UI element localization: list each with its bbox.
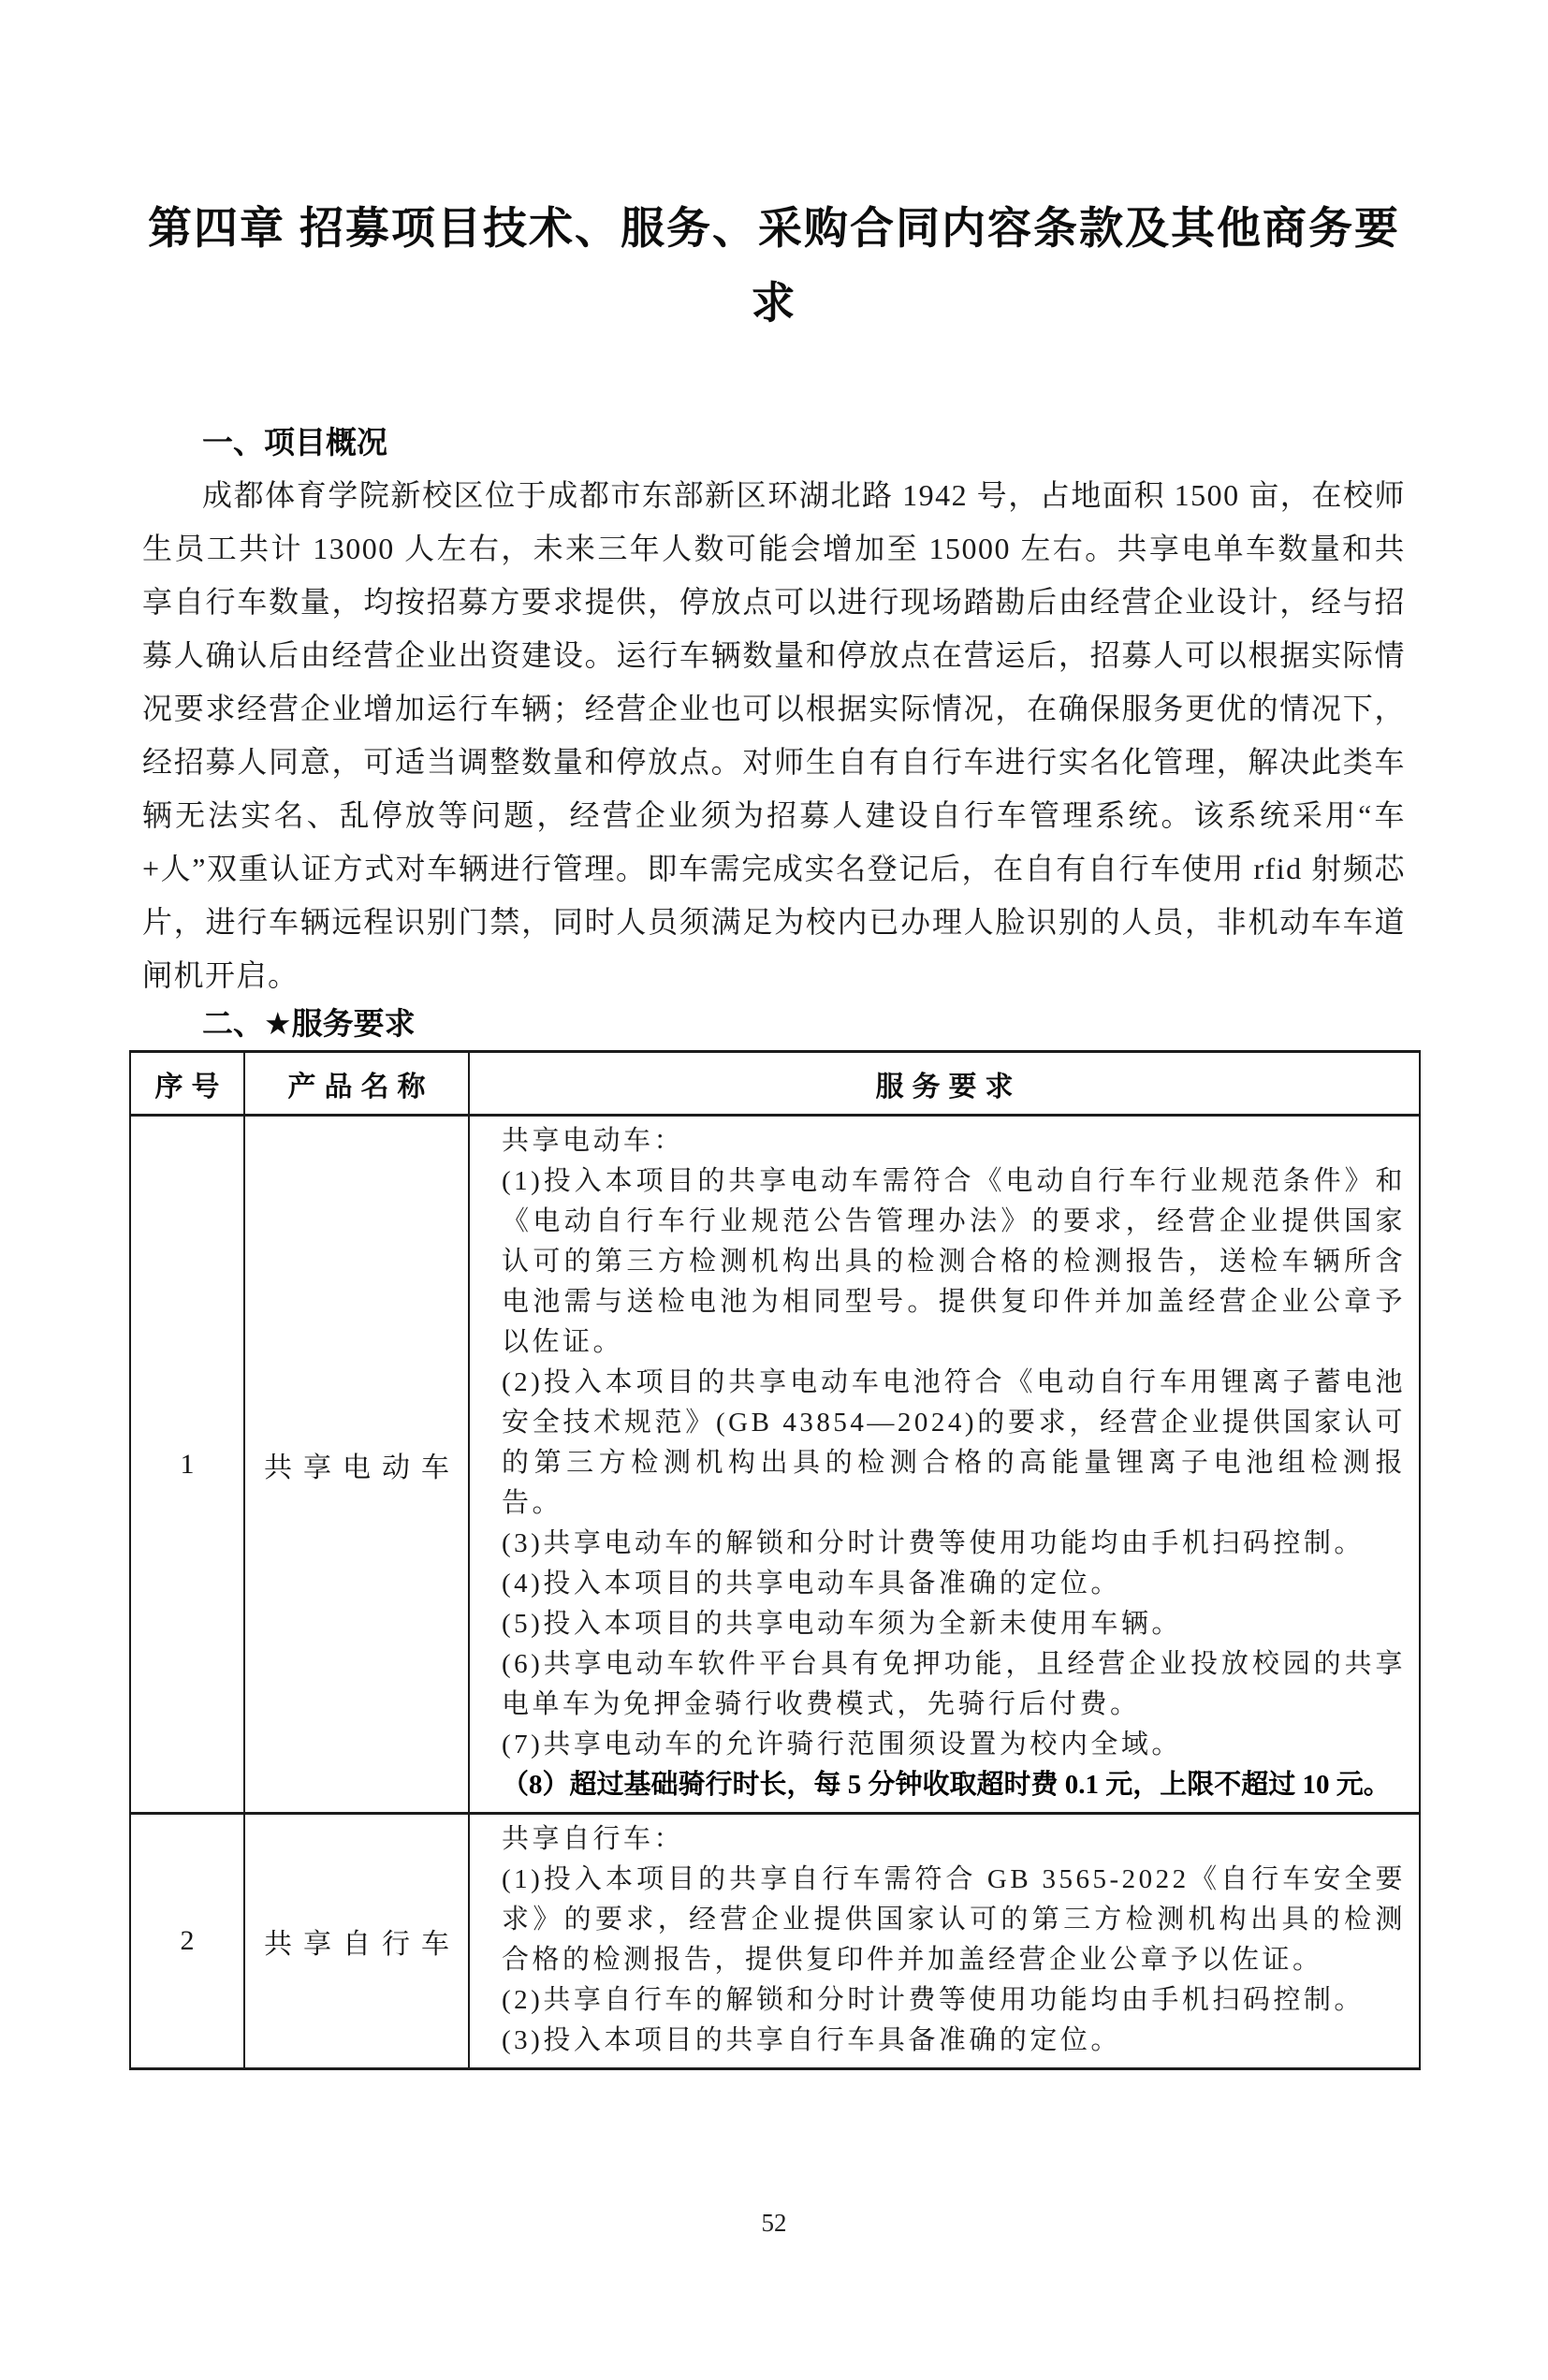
requirement-item: (3)共享电动车的解锁和分时计费等使用功能均由手机扫码控制。	[502, 1528, 1365, 1558]
chapter-title	[142, 191, 1406, 341]
requirement-item: (7)共享电动车的允许骑行范围须设置为校内全域。	[502, 1730, 1182, 1759]
column-header-product: 产品名称	[244, 1052, 469, 1116]
service-requirements-heading: 二、★服务要求	[202, 1006, 416, 1041]
column-header-requirement: 服务要求	[469, 1052, 1420, 1116]
column-header-no: 序号	[130, 1052, 244, 1116]
requirement-item: (2)共享自行车的解锁和分时计费等使用功能均由手机扫码控制。	[502, 1985, 1365, 2015]
requirement-item: (1)投入本项目的共享自行车需符合 GB 3565-2022《自行车安全要求》的要求，经营企业提供国家认可的第三方检测机构出具的检测合格的检测报告，提供复印件并加盖经营企业公章予以佐证。	[502, 1864, 1406, 1975]
product-name-cell: 共享电动车	[244, 1116, 469, 1814]
requirement-item: (6)共享电动车软件平台具有免押功能，且经营企业投放校园的共享电单车为免押金骑行收费模式，先骑行后付费。	[502, 1649, 1406, 1719]
service-requirements-table	[129, 1050, 1421, 2070]
requirement-cell	[469, 1814, 1420, 2069]
requirement-item: (2)投入本项目的共享电动车电池符合《电动自行车用锂离子蓄电池安全技术规范》(GB 43854—2024)的要求，经营企业提供国家认可的第三方检测机构出具的检测合格的高能量锂离子电池组检测报告。	[502, 1367, 1406, 1518]
requirement-item: (5)投入本项目的共享电动车须为全新未使用车辆。	[502, 1609, 1182, 1639]
table-row	[130, 1116, 1420, 1814]
chapter-title-line2: 求	[751, 278, 797, 328]
chapter-title-line1: 第四章 招募项目技术、服务、采购合同内容条款及其他商务要	[147, 203, 1401, 253]
overview-heading: 一、项目概况	[202, 425, 387, 460]
requirement-cell	[469, 1116, 1420, 1814]
row-number-cell: 2	[130, 1814, 244, 2069]
page-number: 52	[761, 2209, 787, 2237]
requirement-item: (3)投入本项目的共享自行车具备准确的定位。	[502, 2025, 1121, 2055]
row-number-cell: 1	[130, 1116, 244, 1814]
requirement-item: (4)投入本项目的共享电动车具备准确的定位。	[502, 1569, 1121, 1599]
table-header-row	[130, 1052, 1420, 1116]
overview-paragraph: 成都体育学院新校区位于成都市东部新区环湖北路 1942 号，占地面积 1500 亩，在校师生员工共计 13000 人左右，未来三年人数可能会增加至 15000 左右。共享电单车数量和共享自行车数量，均按招募方要求提供，停放点可以进行现场踏勘后由经营企业设计，经与招募人确认后由经营企业出资建设。运行车辆数量和停放点在营运后，招募人可以根据实际情况要求经营企业增加运行车辆；经营企业也可以根据实际情况，在确保服务更优的情况下，经招募人同意，可适当调整数量和停放点。对师生自有自行车进行实名化管理，解决此类车辆无法实名、乱停放等问题，经营企业须为招募人建设自行车管理系统。该系统采用“车+人”双重认证方式对车辆进行管理。即车需完成实名登记后，在自有自行车使用 rfid 射频芯片，进行车辆远程识别门禁，同时人员须满足为校内已办理人脸识别的人员，非机动车车道闸机开启。	[142, 478, 1406, 992]
requirement-intro: 共享自行车：	[502, 1824, 685, 1854]
document-page	[0, 191, 1548, 2070]
table-row	[130, 1814, 1420, 2069]
requirement-item: (1)投入本项目的共享电动车需符合《电动自行车行业规范条件》和《电动自行车行业规范公告管理办法》的要求，经营企业提供国家认可的第三方检测机构出具的检测合格的检测报告，送检车辆所含电池需与送检电池为相同型号。提供复印件并加盖经营企业公章予以佐证。	[502, 1166, 1406, 1357]
requirement-intro: 共享电动车：	[502, 1126, 685, 1156]
requirement-item-bold: （8）超过基础骑行时长，每 5 分钟收取超时费 0.1 元，上限不超过 10 元。	[502, 1770, 1391, 1800]
product-name-cell: 共享自行车	[244, 1814, 469, 2069]
